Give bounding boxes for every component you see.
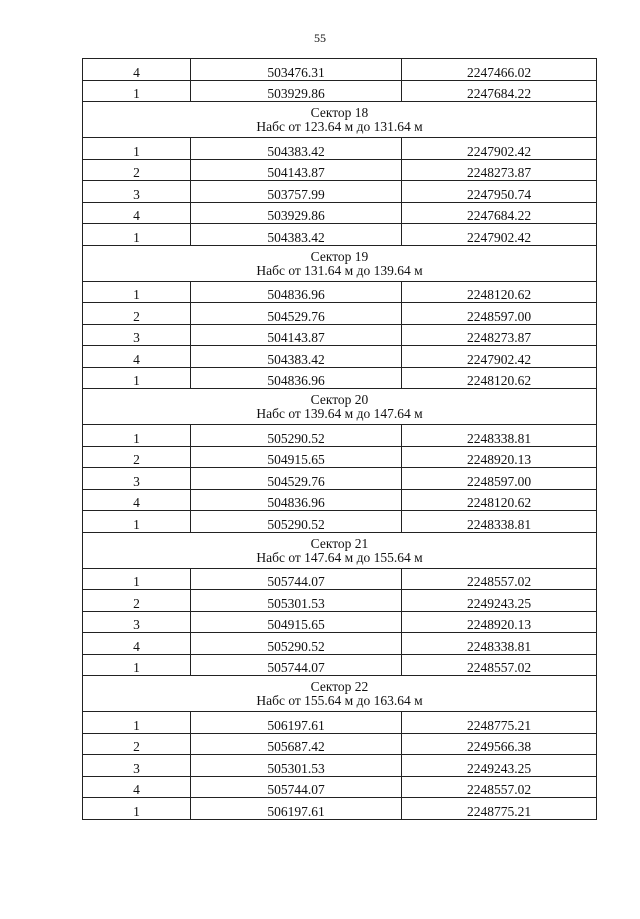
y-coordinate-cell: 2248920.13 bbox=[402, 446, 597, 468]
point-number-cell: 1 bbox=[83, 281, 191, 303]
x-coordinate-cell: 505301.53 bbox=[191, 755, 402, 777]
sector-header-row bbox=[83, 676, 597, 712]
table-row bbox=[83, 489, 597, 511]
sector-header-row bbox=[83, 245, 597, 281]
point-number-cell: 2 bbox=[83, 446, 191, 468]
x-coordinate-cell: 503929.86 bbox=[191, 80, 402, 102]
table-row bbox=[83, 181, 597, 203]
point-number-cell: 3 bbox=[83, 468, 191, 490]
sector-height-range: Набс от 123.64 м до 131.64 м bbox=[256, 119, 423, 134]
y-coordinate-cell: 2247902.42 bbox=[402, 346, 597, 368]
point-number-cell: 1 bbox=[83, 80, 191, 102]
table-row bbox=[83, 59, 597, 81]
sector-height-range: Набс от 147.64 м до 155.64 м bbox=[256, 549, 423, 565]
coordinates-table-body bbox=[83, 59, 597, 820]
y-coordinate-cell: 2247902.42 bbox=[402, 224, 597, 246]
table-row bbox=[83, 798, 597, 820]
point-number-cell: 1 bbox=[83, 425, 191, 447]
point-number-cell: 2 bbox=[83, 303, 191, 325]
sector-title: Сектор 21 bbox=[310, 535, 369, 551]
point-number-cell: 2 bbox=[83, 159, 191, 181]
y-coordinate-cell: 2248920.13 bbox=[402, 611, 597, 633]
point-number-cell: 1 bbox=[83, 712, 191, 734]
y-coordinate-cell: 2248273.87 bbox=[402, 324, 597, 346]
table-row bbox=[83, 80, 597, 102]
table-row bbox=[83, 611, 597, 633]
x-coordinate-cell: 506197.61 bbox=[191, 712, 402, 734]
y-coordinate-cell: 2248775.21 bbox=[402, 798, 597, 820]
sector-title: Сектор 22 bbox=[310, 679, 369, 694]
point-number-cell: 1 bbox=[83, 367, 191, 389]
point-number-cell: 1 bbox=[83, 798, 191, 820]
x-coordinate-cell: 504836.96 bbox=[191, 489, 402, 511]
x-coordinate-cell: 506197.61 bbox=[191, 798, 402, 820]
x-coordinate-cell: 505290.52 bbox=[191, 425, 402, 447]
y-coordinate-cell: 2248338.81 bbox=[402, 425, 597, 447]
y-coordinate-cell: 2248273.87 bbox=[402, 159, 597, 181]
x-coordinate-cell: 504529.76 bbox=[191, 303, 402, 325]
y-coordinate-cell: 2248775.21 bbox=[402, 712, 597, 734]
point-number-cell: 1 bbox=[83, 654, 191, 676]
table-row bbox=[83, 755, 597, 777]
table-row bbox=[83, 468, 597, 490]
point-number-cell: 1 bbox=[83, 511, 191, 533]
point-number-cell: 3 bbox=[83, 181, 191, 203]
table-row bbox=[83, 281, 597, 303]
y-coordinate-cell: 2247466.02 bbox=[402, 59, 597, 81]
y-coordinate-cell: 2248557.02 bbox=[402, 776, 597, 798]
x-coordinate-cell: 504915.65 bbox=[191, 611, 402, 633]
x-coordinate-cell: 505290.52 bbox=[191, 511, 402, 533]
table-row bbox=[83, 324, 597, 346]
point-number-cell: 4 bbox=[83, 59, 191, 81]
page-number: 55 bbox=[314, 31, 326, 45]
sector-title: Сектор 18 bbox=[310, 105, 369, 120]
point-number-cell: 3 bbox=[83, 324, 191, 346]
point-number-cell: 3 bbox=[83, 611, 191, 633]
table-row bbox=[83, 654, 597, 676]
point-number-cell: 4 bbox=[83, 633, 191, 655]
table-row bbox=[83, 367, 597, 389]
y-coordinate-cell: 2249243.25 bbox=[402, 755, 597, 777]
y-coordinate-cell: 2248338.81 bbox=[402, 633, 597, 655]
coordinates-table bbox=[82, 58, 597, 820]
point-number-cell: 1 bbox=[83, 138, 191, 160]
table-row bbox=[83, 446, 597, 468]
y-coordinate-cell: 2248597.00 bbox=[402, 468, 597, 490]
table-row bbox=[83, 590, 597, 612]
sector-header bbox=[83, 245, 597, 281]
y-coordinate-cell: 2249566.38 bbox=[402, 733, 597, 755]
y-coordinate-cell: 2248557.02 bbox=[402, 568, 597, 590]
table-row bbox=[83, 568, 597, 590]
sector-header-row bbox=[83, 102, 597, 138]
point-number-cell: 2 bbox=[83, 590, 191, 612]
x-coordinate-cell: 504836.96 bbox=[191, 367, 402, 389]
table-row bbox=[83, 733, 597, 755]
x-coordinate-cell: 503757.99 bbox=[191, 181, 402, 203]
table-row bbox=[83, 138, 597, 160]
sector-title: Сектор 20 bbox=[310, 392, 369, 407]
y-coordinate-cell: 2248120.62 bbox=[402, 367, 597, 389]
y-coordinate-cell: 2247902.42 bbox=[402, 138, 597, 160]
x-coordinate-cell: 504383.42 bbox=[191, 138, 402, 160]
table-row bbox=[83, 712, 597, 734]
y-coordinate-cell: 2249243.25 bbox=[402, 590, 597, 612]
table-row bbox=[83, 303, 597, 325]
x-coordinate-cell: 505301.53 bbox=[191, 590, 402, 612]
x-coordinate-cell: 505744.07 bbox=[191, 568, 402, 590]
y-coordinate-cell: 2247684.22 bbox=[402, 202, 597, 224]
table-row bbox=[83, 224, 597, 246]
x-coordinate-cell: 504915.65 bbox=[191, 446, 402, 468]
x-coordinate-cell: 504143.87 bbox=[191, 324, 402, 346]
point-number-cell: 1 bbox=[83, 568, 191, 590]
point-number-cell: 2 bbox=[83, 733, 191, 755]
x-coordinate-cell: 504383.42 bbox=[191, 224, 402, 246]
sector-header bbox=[83, 389, 597, 425]
point-number-cell: 4 bbox=[83, 346, 191, 368]
x-coordinate-cell: 504383.42 bbox=[191, 346, 402, 368]
sector-height-range: Набс от 131.64 м до 139.64 м bbox=[256, 262, 423, 278]
sector-header bbox=[83, 676, 597, 712]
x-coordinate-cell: 505744.07 bbox=[191, 654, 402, 676]
sector-height-range: Набс от 155.64 м до 163.64 м bbox=[256, 693, 423, 708]
y-coordinate-cell: 2248597.00 bbox=[402, 303, 597, 325]
y-coordinate-cell: 2247684.22 bbox=[402, 80, 597, 102]
point-number-cell: 3 bbox=[83, 755, 191, 777]
sector-header bbox=[83, 102, 597, 138]
table-row bbox=[83, 425, 597, 447]
y-coordinate-cell: 2248120.62 bbox=[402, 281, 597, 303]
x-coordinate-cell: 504143.87 bbox=[191, 159, 402, 181]
table-row bbox=[83, 159, 597, 181]
sector-header bbox=[83, 532, 597, 568]
y-coordinate-cell: 2248338.81 bbox=[402, 511, 597, 533]
table-row bbox=[83, 202, 597, 224]
y-coordinate-cell: 2248557.02 bbox=[402, 654, 597, 676]
table-row bbox=[83, 511, 597, 533]
table-row bbox=[83, 633, 597, 655]
x-coordinate-cell: 505744.07 bbox=[191, 776, 402, 798]
x-coordinate-cell: 503476.31 bbox=[191, 59, 402, 81]
x-coordinate-cell: 505687.42 bbox=[191, 733, 402, 755]
x-coordinate-cell: 504529.76 bbox=[191, 468, 402, 490]
sector-header-row bbox=[83, 532, 597, 568]
y-coordinate-cell: 2248120.62 bbox=[402, 489, 597, 511]
x-coordinate-cell: 505290.52 bbox=[191, 633, 402, 655]
point-number-cell: 4 bbox=[83, 202, 191, 224]
sector-header-row bbox=[83, 389, 597, 425]
sector-title: Сектор 19 bbox=[310, 248, 369, 264]
x-coordinate-cell: 503929.86 bbox=[191, 202, 402, 224]
y-coordinate-cell: 2247950.74 bbox=[402, 181, 597, 203]
point-number-cell: 1 bbox=[83, 224, 191, 246]
point-number-cell: 4 bbox=[83, 489, 191, 511]
point-number-cell: 4 bbox=[83, 776, 191, 798]
table-row bbox=[83, 346, 597, 368]
sector-height-range: Набс от 139.64 м до 147.64 м bbox=[256, 406, 423, 421]
table-row bbox=[83, 776, 597, 798]
x-coordinate-cell: 504836.96 bbox=[191, 281, 402, 303]
